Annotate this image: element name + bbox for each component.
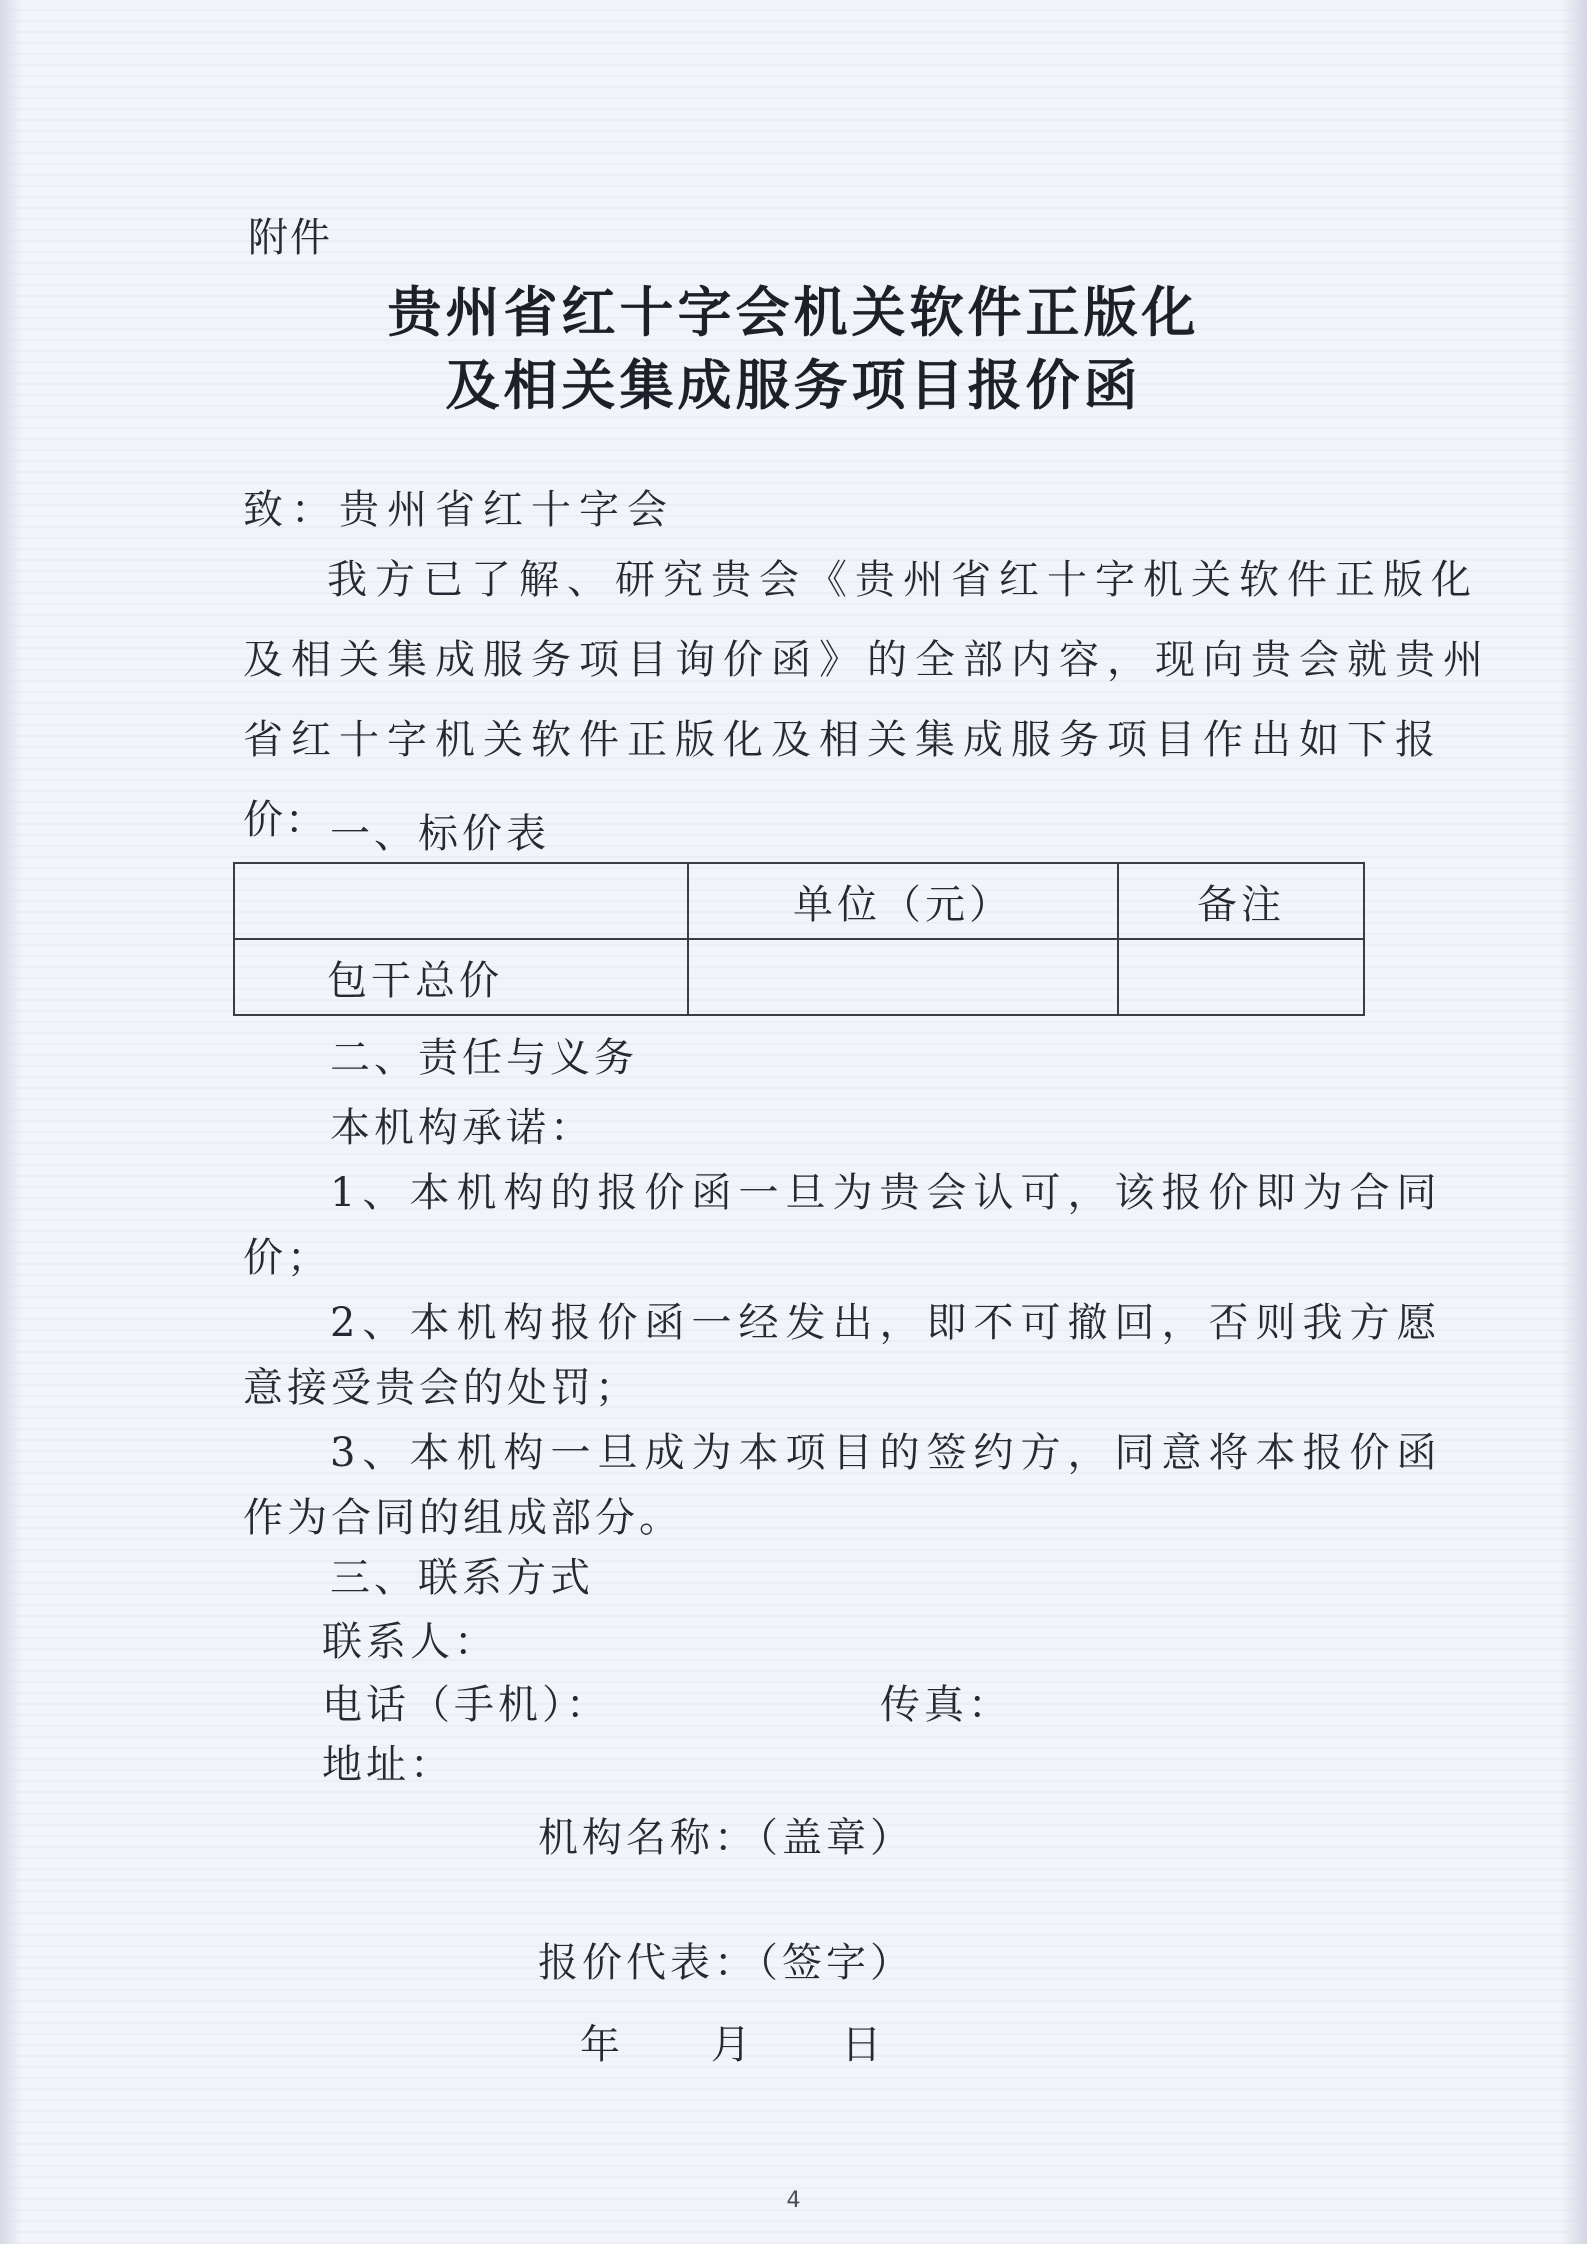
organization-name-seal: 机构名称：（盖章） (538, 1815, 914, 1861)
intro-line-1: 我方已了解、研究贵会《贵州省红十字机关软件正版化 (327, 557, 1479, 603)
obligation-item-2-line1: 2、本机构报价函一经发出，即不可撤回，否则我方愿 (330, 1300, 1444, 1346)
obligation-item-3-line2: 作为合同的组成部分。 (243, 1495, 683, 1541)
section2-heading: 二、责任与义务 (330, 1035, 638, 1081)
obligation-item-1-line2: 价； (243, 1235, 331, 1281)
document-title-line1: 贵州省红十字会机关软件正版化 (387, 280, 1200, 344)
fax-label: 传真： (880, 1682, 1012, 1728)
phone-label: 电话（手机）： (322, 1682, 610, 1728)
table-cell-total-price-value (688, 939, 1118, 1015)
table-header-remark: 备注 (1118, 863, 1364, 939)
commitment-text: 本机构承诺： (330, 1105, 594, 1151)
addressee: 致：贵州省红十字会 (243, 487, 675, 533)
attachment-label: 附件 (248, 215, 332, 261)
table-header-unit: 单位（元） (688, 863, 1118, 939)
address-label: 地址： (322, 1742, 454, 1788)
table-header-cell-empty (234, 863, 688, 939)
intro-line-2: 及相关集成服务项目询价函》的全部内容，现向贵会就贵州 (243, 637, 1491, 683)
intro-line-4: 价： (243, 797, 327, 843)
table-cell-total-price-label: 包干总价 (234, 939, 688, 1015)
signature-date: 年 月 日 (580, 2022, 886, 2068)
obligation-item-1-line1: 1、本机构的报价函一旦为贵会认可，该报价即为合同 (330, 1170, 1444, 1216)
document-title-line2: 及相关集成服务项目报价函 (445, 353, 1142, 417)
table-header-row (234, 863, 1364, 939)
table-row (234, 939, 1364, 1015)
section1-heading: 一、标价表 (330, 811, 550, 857)
obligation-item-3-line1: 3、本机构一旦成为本项目的签约方，同意将本报价函 (330, 1430, 1444, 1476)
intro-line-3: 省红十字机关软件正版化及相关集成服务项目作出如下报 (243, 717, 1443, 763)
quote-representative-signature: 报价代表：（签字） (538, 1940, 914, 1986)
contact-person-label: 联系人： (322, 1619, 498, 1665)
table-cell-total-price-remark (1118, 939, 1364, 1015)
price-table (233, 862, 1365, 1016)
section3-heading: 三、联系方式 (330, 1555, 594, 1601)
obligation-item-2-line2: 意接受贵会的处罚； (243, 1365, 639, 1411)
page-number: 4 (786, 2188, 801, 2213)
